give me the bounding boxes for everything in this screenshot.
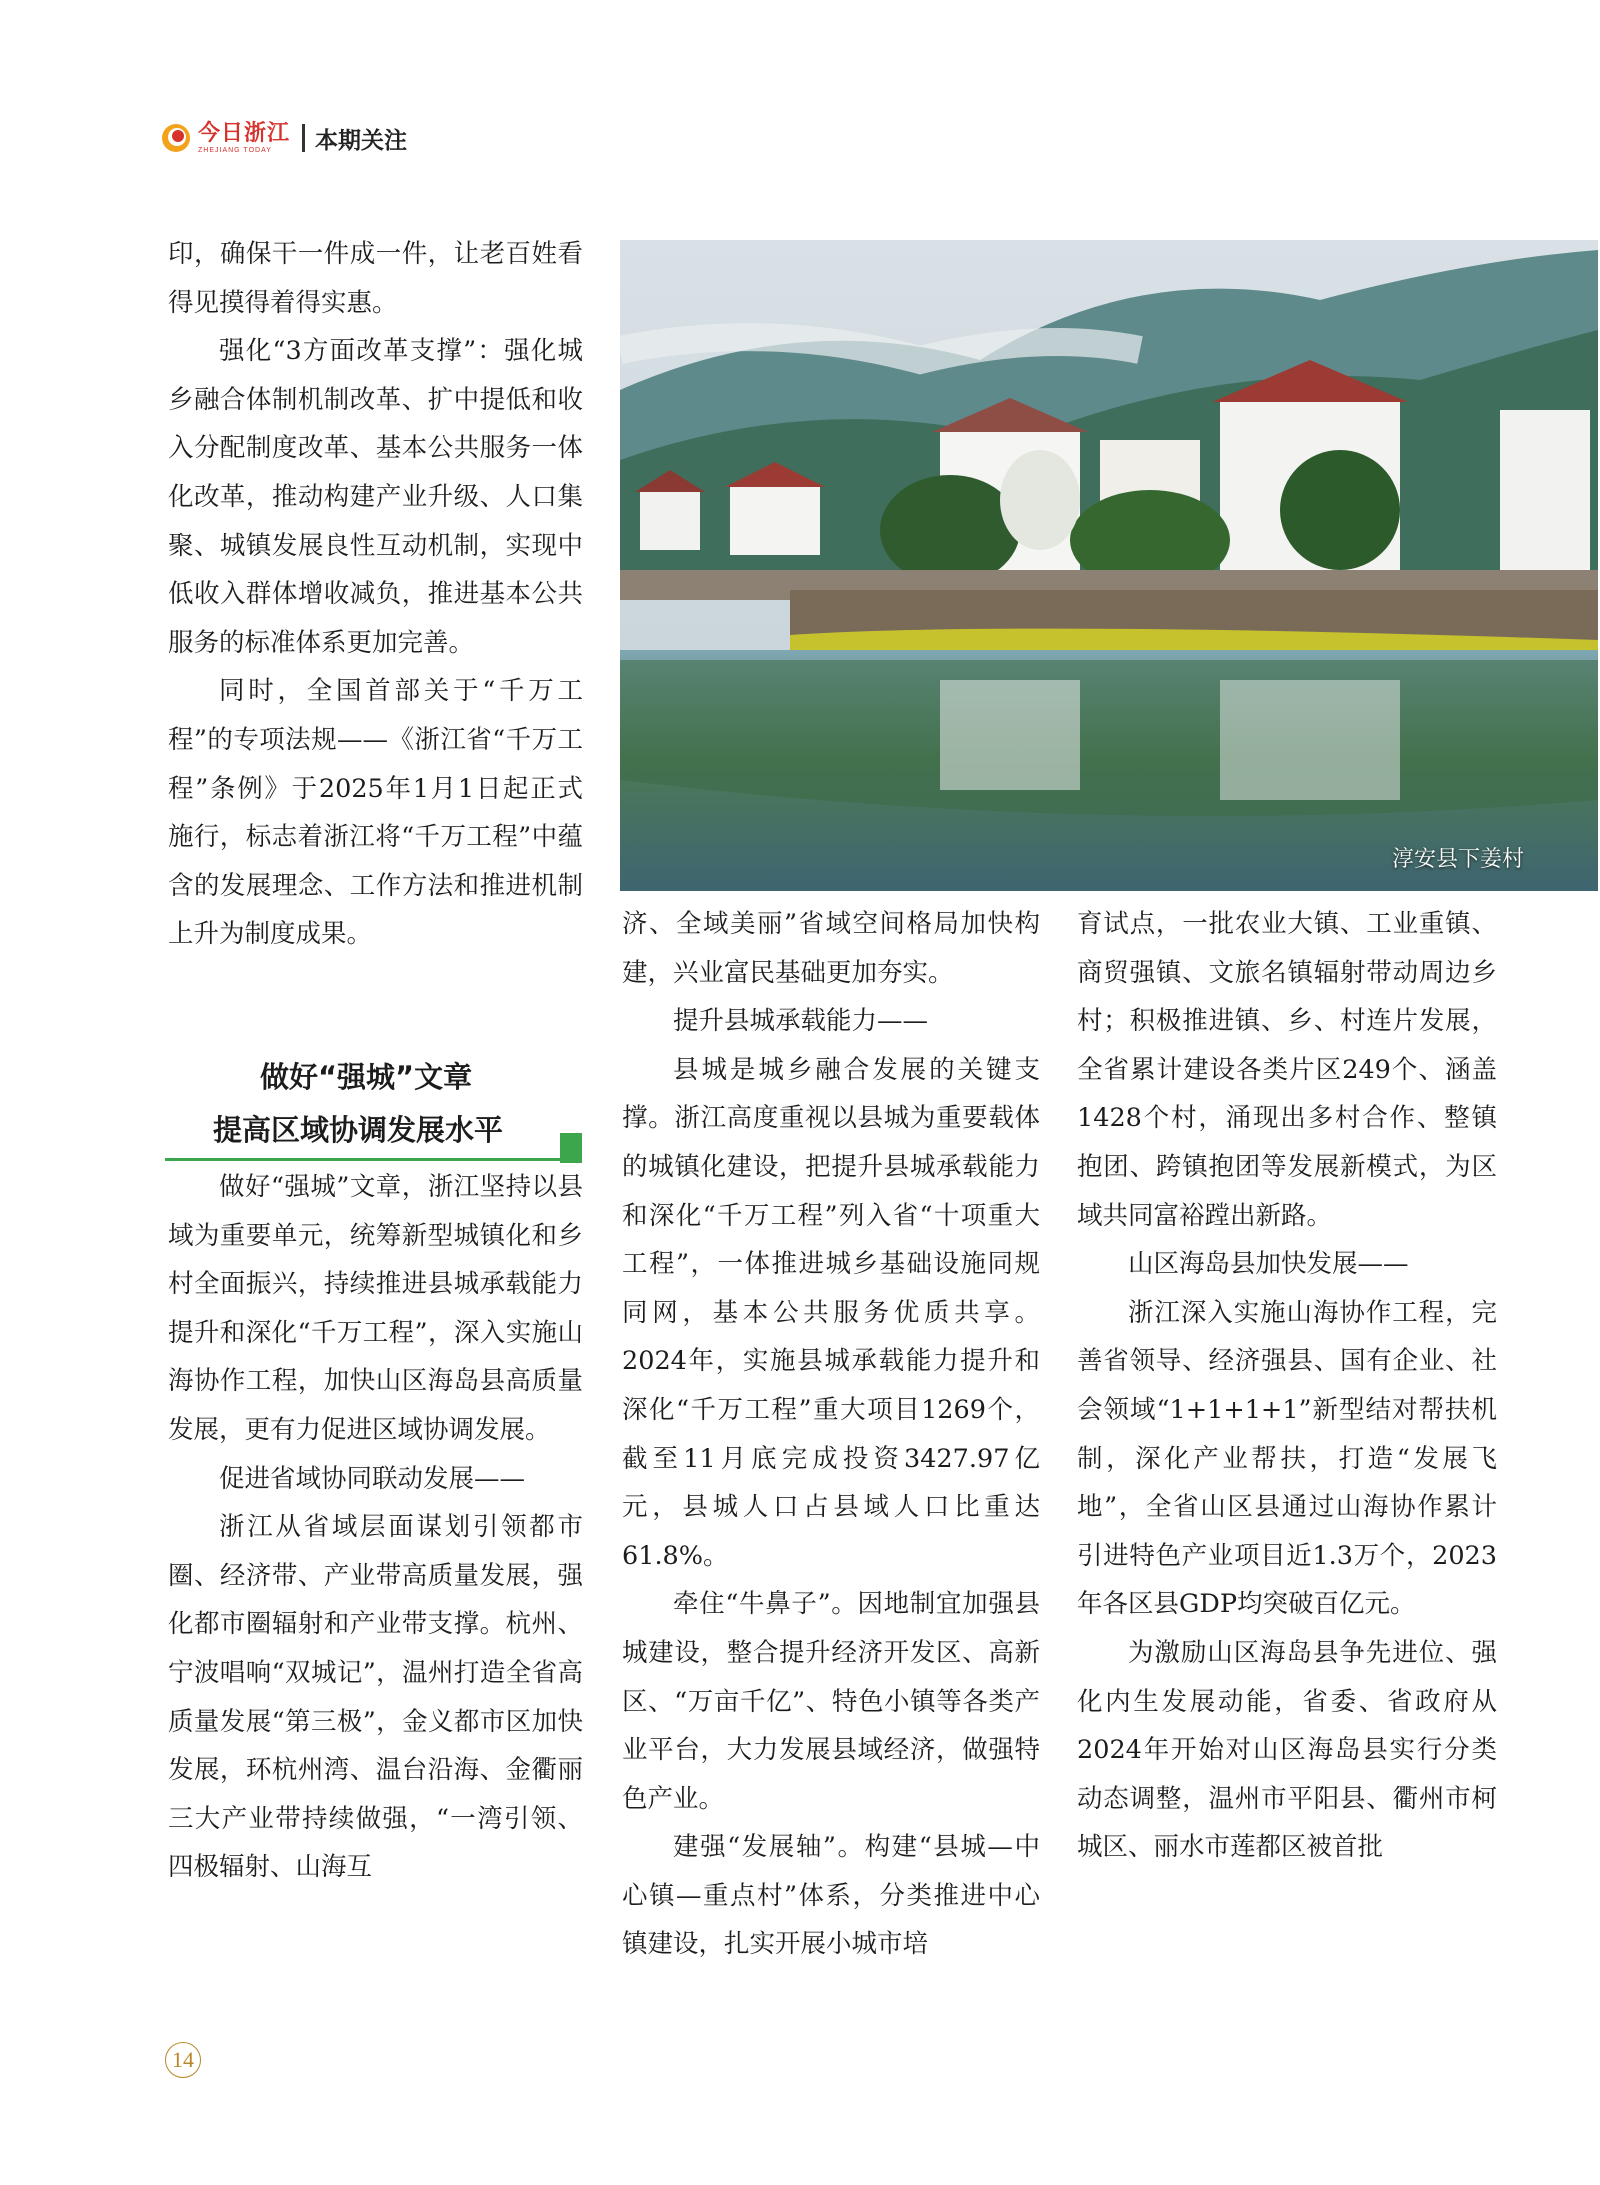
heading-accent-block [560, 1133, 582, 1163]
paragraph: 牵住“牛鼻子”。因地制宜加强县城建设，整合提升经济开发区、高新区、“万亩千亿”、特色小镇等各类产业平台，大力发展县域经济，做强特色产业。 [622, 1589, 1040, 1814]
page-number: 14 [165, 2042, 201, 2078]
paragraph: 育试点，一批农业大镇、工业重镇、商贸强镇、文旅名镇辐射带动周边乡村；积极推进镇、乡、村连片发展，全省累计建设各类片区249个、涵盖1428个村，涌现出多村合作、整镇抱团、跨镇抱团等发展新模式，为区域共同富裕蹚出新路。 [1077, 909, 1497, 1231]
column-2 [622, 900, 1040, 1969]
masthead [160, 118, 407, 158]
paragraph: 为激励山区海岛县争先进位、强化内生发展动能，省委、省政府从2024年开始对山区海岛县实行分类动态调整，温州市平阳县、衢州市柯城区、丽水市莲都区被首批 [1077, 1637, 1497, 1863]
column-1-lower [168, 1163, 583, 1892]
logo-wordmark [198, 120, 291, 154]
photo-caption: 淳安县下姜村 [1391, 847, 1524, 872]
section-heading [165, 1055, 585, 1165]
paragraph: 建强“发展轴”。构建“县城—中心镇—重点村”体系，分类推进中心镇建设，扎实开展小城市培 [622, 1832, 1040, 1960]
paragraph: 做好“强城”文章，浙江坚持以县域为重要单元，统筹新型城镇化和乡村全面振兴，持续推进县城承载能力提升和深化“千万工程”，深入实施山海协作工程，加快山区海岛县高质量发展，更有力促进区域协调发展。 [168, 1172, 583, 1445]
paragraph: 济、全域美丽”省域空间格局加快构建，兴业富民基础更加夯实。 [622, 909, 1040, 988]
heading-underline [165, 1158, 560, 1161]
heading-line-1: 做好“强城”文章 [260, 1060, 473, 1094]
village-photo [620, 240, 1598, 891]
column-3 [1077, 900, 1497, 1872]
sun-logo-icon [160, 122, 192, 154]
header-divider [302, 124, 305, 152]
paragraph: 县城是城乡融合发展的关键支撑。浙江高度重视以县城为重要载体的城镇化建设，把提升县城承载能力和深化“千万工程”列入省“十项重大工程”，一体推进城乡基础设施同规同网，基本公共服务优质共享。2024年，实施县城承载能力提升和深化“千万工程”重大项目1269个，截至11月底完成投资3427.97亿元，县城人口占县域人口比重达61.8%。 [622, 1054, 1040, 1571]
heading-line-2: 提高区域协调发展水平 [213, 1113, 504, 1147]
logo-en: ZHEJIANG TODAY [198, 146, 272, 154]
paragraph: 印，确保干一件成一件，让老百姓看得见摸得着得实惠。 [168, 239, 583, 318]
logo-cn: 今日浙江 [198, 120, 291, 146]
subheading: 山区海岛县加快发展—— [1128, 1249, 1409, 1280]
paragraph: 浙江从省域层面谋划引领都市圈、经济带、产业带高质量发展，强化都市圈辐射和产业带支撑。杭州、宁波唱响“双城记”，温州打造全省高质量发展“第三极”，金义都市区加快发展，环杭州湾、温台沿海、金衢丽三大产业带持续做强，“一湾引领、四极辐射、山海互 [168, 1512, 583, 1883]
subheading: 提升县城承载能力—— [673, 1006, 929, 1037]
paragraph: 强化“3方面改革支撑”：强化城乡融合体制机制改革、扩中提低和收入分配制度改革、基本公共服务一体化改革，推动构建产业升级、人口集聚、城镇发展良性互动机制，实现中低收入群体增收减负，推进基本公共服务的标准体系更加完善。 [168, 336, 583, 658]
section-title: 本期关注 [315, 127, 408, 154]
column-1-upper [168, 230, 583, 959]
paragraph: 浙江深入实施山海协作工程，完善省领导、经济强县、国有企业、社会领域“1+1+1+1”新型结对帮扶机制，深化产业帮扶，打造“发展飞地”，全省山区县通过山海协作累计引进特色产业项目近1.3万个，2023年各区县GDP均突破百亿元。 [1077, 1297, 1497, 1620]
subheading: 促进省域协同联动发展—— [219, 1463, 526, 1494]
paragraph: 同时，全国首部关于“千万工程”的专项法规——《浙江省“千万工程”条例》于2025年1月1日起正式施行，标志着浙江将“千万工程”中蕴含的发展理念、工作方法和推进机制上升为制度成果。 [168, 676, 583, 950]
